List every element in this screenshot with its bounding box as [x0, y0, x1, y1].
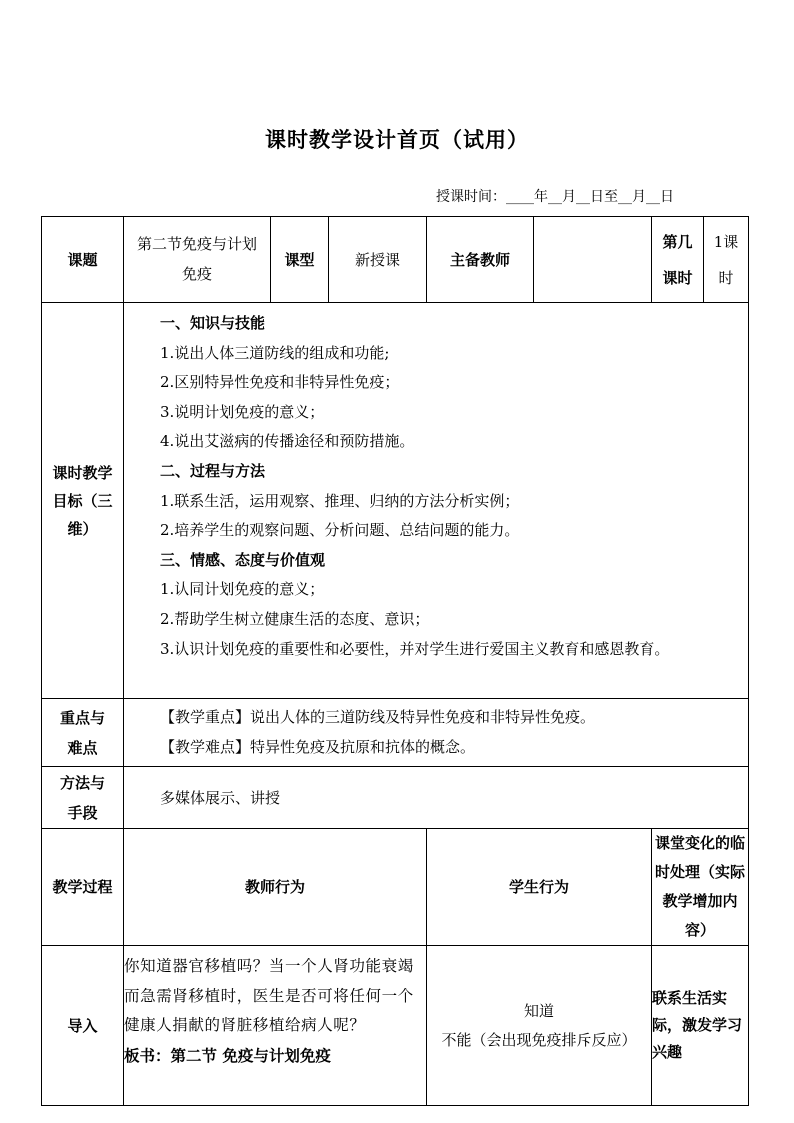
intro-teacher-content [124, 946, 427, 1106]
process-header-row [42, 829, 749, 946]
intro-board-text: 板书：第二节 免疫与计划免疫 [124, 1045, 331, 1065]
goal-item: 1.联系生活，运用观察、推理、归纳的方法分析实例； [160, 491, 520, 510]
goal-item-wrapping: 3.认识计划免疫的重要性和必要性，并对学生进行爱国主义教育和感恩教育。 [160, 639, 670, 658]
goal-item: 1.认同计划免疫的意义； [160, 580, 325, 599]
page-title: 课时教学设计首页（试用） [265, 127, 529, 152]
lesson-date-line: 授课时间：____年__月__日至__月__日 [436, 189, 674, 205]
key-points-label: 重点与难点 [42, 699, 124, 767]
teacher-label: 主备教师 [427, 217, 534, 303]
class-change-label: 课堂变化的临时处理（实际教学增加内容） [652, 829, 749, 946]
header-row [42, 217, 749, 303]
goals-label [42, 303, 124, 699]
goal-item: 2.帮助学生树立健康生活的态度、意识； [160, 609, 430, 628]
intro-change-note: 联系生活实际，激发学习兴趣 [652, 946, 749, 1106]
goal-item: 1.说出人体三道防线的组成和功能; [160, 343, 390, 362]
process-label: 教学过程 [42, 829, 124, 946]
methods-row [42, 767, 749, 829]
intro-stage-label: 导入 [42, 946, 124, 1106]
intro-teacher-text: 你知道器官移植吗？当一个人肾功能衰竭而急需肾移植时，医生是否可将任何一个健康人捐献的肾脏移植给病人呢？ [124, 957, 414, 1035]
type-value: 新授课 [329, 217, 427, 303]
teacher-behavior-label: 教师行为 [124, 829, 427, 946]
lesson-design-table [41, 216, 749, 1106]
goal-item: 2.区别特异性免疫和非特异性免疫； [160, 373, 400, 392]
goals-content [124, 303, 749, 699]
student-answer-1: 知道 [523, 1001, 554, 1020]
goal-item: 4.说出艾滋病的传播途径和预防措施。 [160, 432, 415, 451]
goals-label-text: 课时教学目标（三维） [52, 463, 113, 538]
goal-item: 2.培养学生的观察问题、分析问题、总结问题的能力。 [160, 521, 520, 540]
lesson-number-value: 1课时 [704, 217, 749, 303]
goals-heading-attitude: 三、情感、态度与价值观 [160, 550, 326, 569]
type-label: 课型 [271, 217, 329, 303]
topic-label: 课题 [42, 217, 124, 303]
topic-value: 第二节免疫与计划免疫 [124, 217, 271, 303]
student-answer-2: 不能（会出现免疫排斥反应） [441, 1030, 637, 1049]
teacher-value [534, 217, 652, 303]
teaching-difficulty: 【教学难点】特异性免疫及抗原和抗体的概念。 [160, 737, 476, 756]
key-points-row [42, 699, 749, 767]
goals-heading-process: 二、过程与方法 [160, 461, 266, 480]
key-points-content [124, 699, 749, 767]
student-behavior-label: 学生行为 [427, 829, 652, 946]
methods-label: 方法与手段 [42, 767, 124, 829]
intro-row [42, 946, 749, 1106]
lesson-number-label: 第几课时 [652, 217, 704, 303]
methods-value: 多媒体展示、讲授 [124, 767, 749, 829]
intro-student-content [427, 946, 652, 1106]
goal-item: 3.说明计划免疫的意义； [160, 402, 325, 421]
teaching-focus: 【教学重点】说出人体的三道防线及特异性免疫和非特异性免疫。 [160, 707, 596, 726]
goals-row [42, 303, 749, 699]
goals-heading-knowledge: 一、知识与技能 [160, 314, 266, 332]
